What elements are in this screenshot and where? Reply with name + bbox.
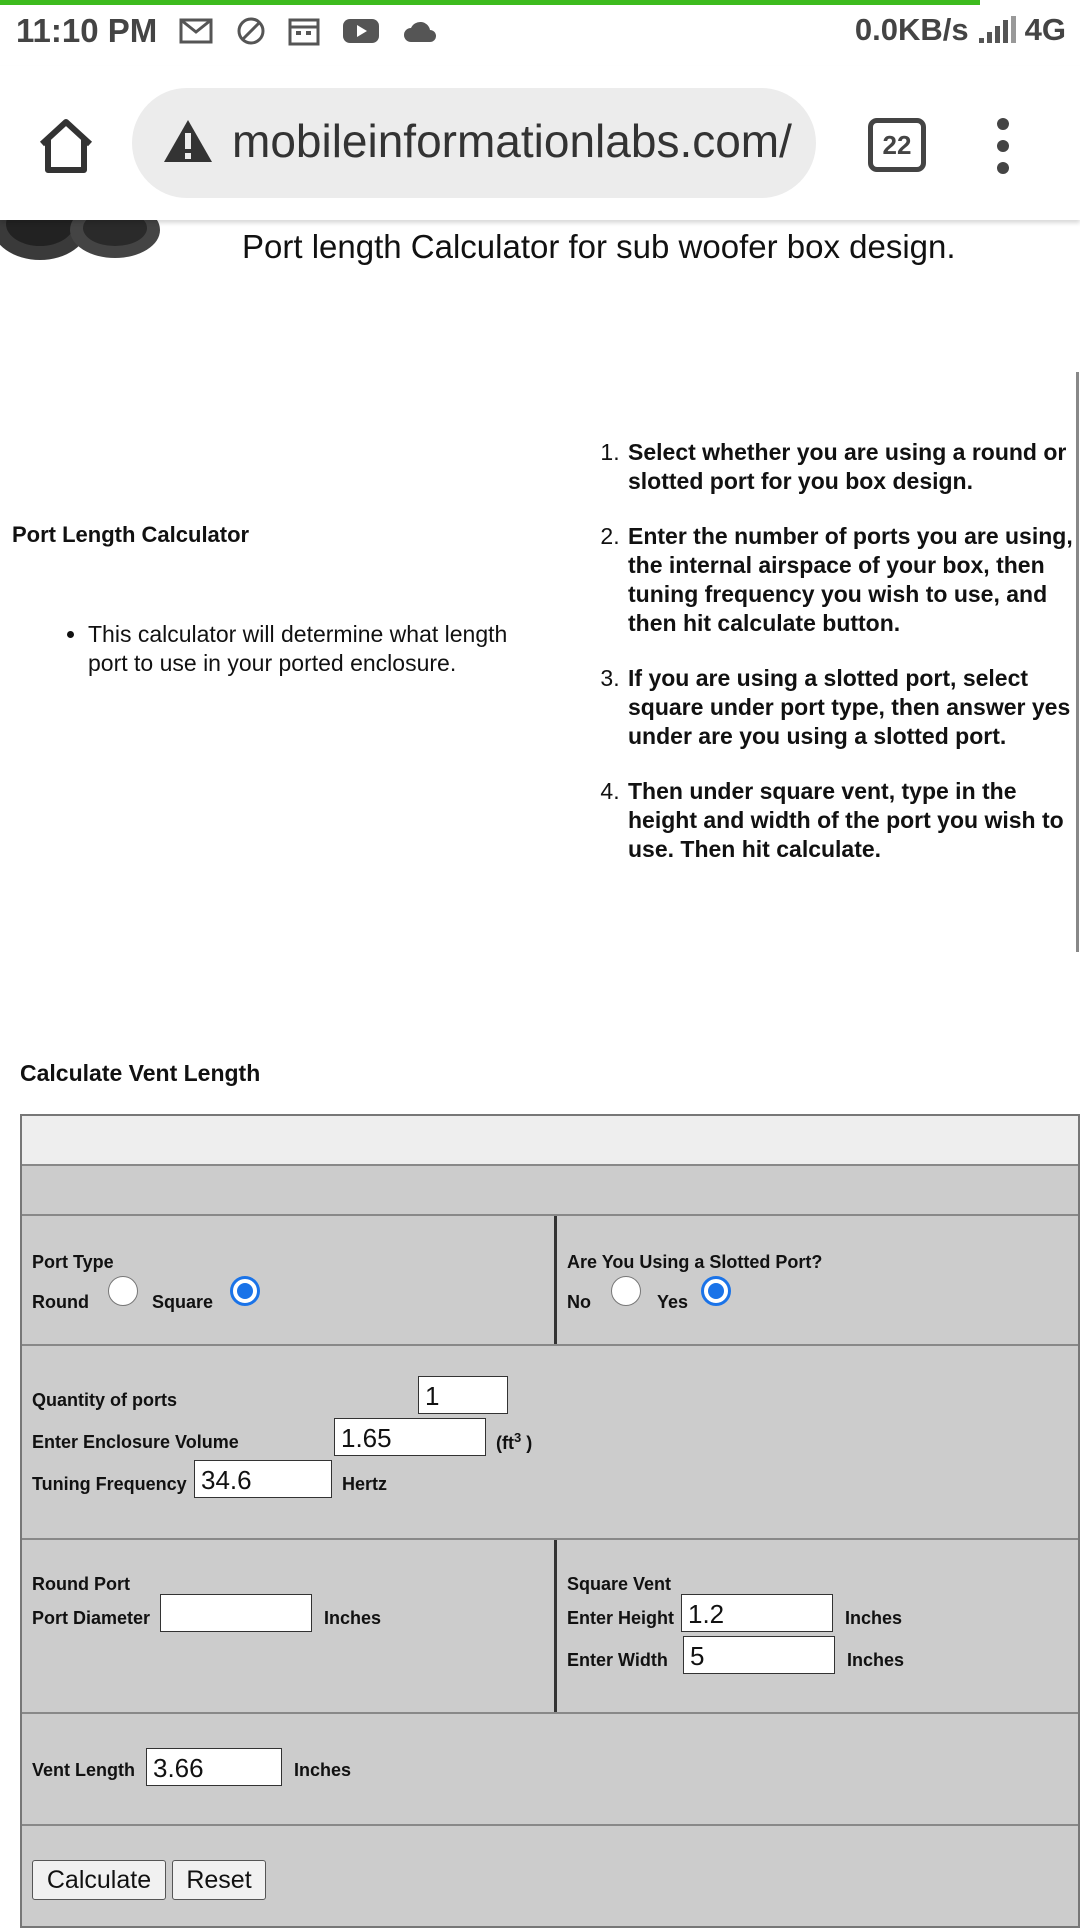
- tuning-label: Tuning Frequency: [32, 1474, 187, 1494]
- form-blank-row: [22, 1166, 1078, 1216]
- square-vent-cell: [557, 1540, 1078, 1712]
- list-item: • This calculator will determine what length port to use in your ported enclosure.: [88, 620, 508, 678]
- page-scrollbar[interactable]: [1076, 372, 1079, 952]
- diameter-label: Port Diameter: [32, 1608, 151, 1628]
- enclosure-row: [22, 1346, 1078, 1540]
- round-label: Round: [32, 1292, 89, 1312]
- vent-length-label: Vent Length: [32, 1760, 135, 1780]
- diameter-input[interactable]: [160, 1594, 312, 1632]
- volume-unit: ($ft^3$ ): [496, 1430, 533, 1453]
- tuning-input[interactable]: 34.6: [194, 1460, 332, 1498]
- port-type-row: [22, 1216, 1078, 1346]
- no-label: No: [567, 1292, 591, 1312]
- list-item: 3. If you are using a slotted port, select square under port type, then answer yes under are you using a slotted port.: [626, 664, 1076, 751]
- height-label: Enter Height: [567, 1608, 675, 1628]
- calculator-heading: Port Length Calculator: [12, 522, 250, 547]
- port-size-row: [22, 1540, 1078, 1714]
- volume-input[interactable]: 1.65: [334, 1418, 486, 1456]
- port-type-label: Port Type: [32, 1252, 114, 1272]
- quantity-label: Quantity of ports: [32, 1390, 177, 1410]
- quantity-input[interactable]: 1: [418, 1376, 508, 1414]
- slotted-port-cell: [557, 1216, 1078, 1344]
- page-title: Port length Calculator for sub woofer box design.: [242, 228, 956, 265]
- vent-length-output[interactable]: 3.66: [146, 1748, 282, 1786]
- speaker-image: [0, 218, 170, 268]
- round-port-label: Round Port: [32, 1574, 130, 1594]
- round-radio[interactable]: [108, 1276, 138, 1306]
- list-item: 2. Enter the number of ports you are using, the internal airspace of your box, then tuning frequency you wish to use, and then hit calculate button.: [626, 522, 1076, 638]
- no-radio[interactable]: [611, 1276, 641, 1306]
- overflow-menu-icon[interactable]: [988, 118, 1018, 198]
- round-port-cell: [22, 1540, 557, 1712]
- height-input[interactable]: 1.2: [681, 1594, 833, 1632]
- net-speed: 0.0KB/s: [854, 12, 969, 47]
- do-not-disturb-icon: [236, 16, 266, 46]
- buttons-row: [22, 1826, 1078, 1926]
- url-bar[interactable]: [132, 88, 816, 198]
- home-icon[interactable]: [34, 114, 98, 178]
- form-header-row: [22, 1116, 1078, 1166]
- warning-icon[interactable]: [162, 118, 214, 164]
- form-heading: Calculate Vent Length: [20, 1060, 261, 1086]
- youtube-icon: [342, 17, 380, 45]
- square-vent-label: Square Vent: [567, 1574, 672, 1594]
- status-right: [855, 12, 1066, 48]
- instructions-list: [596, 438, 1076, 890]
- calendar-icon: [288, 16, 320, 46]
- diameter-unit: Inches: [324, 1608, 382, 1628]
- height-unit: Inches: [845, 1608, 903, 1628]
- calculate-button[interactable]: Calculate: [32, 1860, 166, 1900]
- port-type-cell: [22, 1216, 557, 1344]
- width-label: Enter Width: [567, 1650, 668, 1670]
- network-type: 4G: [1024, 12, 1066, 47]
- signal-icon: [977, 16, 1017, 44]
- status-bar: [0, 0, 1080, 66]
- volume-label: Enter Enclosure Volume: [32, 1432, 239, 1452]
- yes-radio[interactable]: [701, 1276, 731, 1306]
- slotted-port-label: Are You Using a Slotted Port?: [567, 1252, 823, 1272]
- width-input[interactable]: 5: [683, 1636, 835, 1674]
- notification-icons: [178, 16, 438, 46]
- yes-label: Yes: [657, 1292, 689, 1312]
- vent-length-form: [20, 1114, 1080, 1928]
- reset-button[interactable]: Reset: [172, 1860, 266, 1900]
- square-radio[interactable]: [230, 1276, 260, 1306]
- square-label: Square: [152, 1292, 214, 1312]
- description-list: [62, 620, 508, 678]
- browser-toolbar: [0, 66, 1080, 220]
- vent-length-row: [22, 1714, 1078, 1826]
- url-text[interactable]: mobileinformationlabs.com/: [232, 115, 792, 167]
- width-unit: Inches: [847, 1650, 905, 1670]
- vent-length-unit: Inches: [294, 1760, 352, 1780]
- tuning-unit: Hertz: [342, 1474, 388, 1494]
- tab-switcher-button[interactable]: 22: [868, 118, 926, 172]
- list-item: 4. Then under square vent, type in the height and width of the port you wish to use. Then hit calculate.: [626, 777, 1076, 864]
- status-time: 11:10 PM: [16, 12, 158, 49]
- gmail-icon: [178, 17, 214, 45]
- cloud-icon: [402, 18, 438, 44]
- list-item: 1. Select whether you are using a round or slotted port for you box design.: [626, 438, 1076, 496]
